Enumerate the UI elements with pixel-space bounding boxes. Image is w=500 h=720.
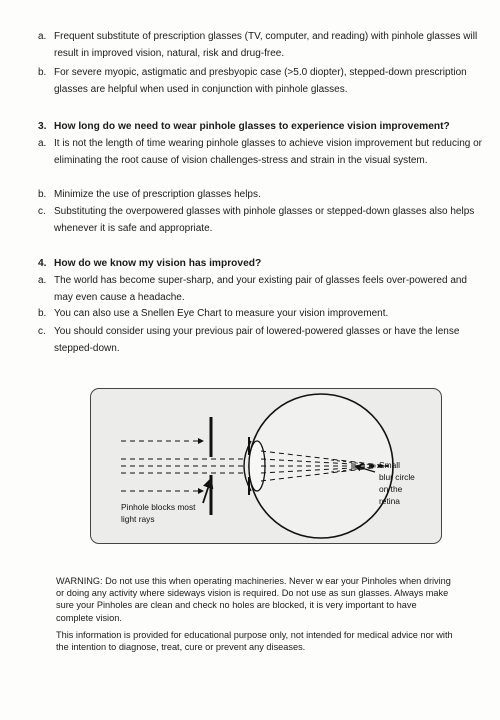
list-item: [38, 323, 488, 357]
list-item: [38, 28, 488, 62]
list-marker: c.: [38, 206, 46, 217]
list-text: You should consider using your previous pair of lowered-powered glasses or have the lense stepped-down.: [54, 326, 460, 354]
pinhole-label: [121, 501, 195, 525]
list-text: Minimize the use of prescription glasses helps.: [54, 189, 261, 200]
list-text: You can also use a Snellen Eye Chart to measure your vision improvement.: [54, 308, 389, 319]
pinhole-eye-diagram: [90, 388, 442, 544]
blur-circle-label: [379, 459, 415, 507]
question-heading: [38, 257, 488, 271]
list-item: [38, 186, 488, 203]
list-marker: b.: [38, 308, 47, 319]
list-item: [38, 64, 488, 98]
list-text: For severe myopic, astigmatic and presbyopic case (>5.0 diopter), stepped-down prescription glasses are helpful when used in conjunction with pinhole glasses.: [54, 67, 467, 95]
disclaimer-paragraph: This information is provided for educational purpose only, not intended for medical advice nor with the intention to diagnose, treat, cure or prevent any diseases.: [56, 630, 453, 653]
list-item: [38, 203, 488, 237]
list-text: Frequent substitute of prescription glasses (TV, computer, and reading) with pinhole glasses will result in improved vision, natural, risk and drug-free.: [54, 31, 478, 59]
list-item: [38, 272, 488, 306]
list-item: [38, 305, 488, 322]
question-heading: [38, 120, 488, 134]
blur-label-line: retina: [379, 496, 400, 506]
question-number: 4.: [38, 258, 47, 269]
list-item: [38, 135, 488, 169]
question-number: 3.: [38, 121, 47, 132]
blur-label-line: blur circle: [379, 472, 415, 482]
list-marker: a.: [38, 138, 47, 149]
list-text: The world has become super-sharp, and your existing pair of glasses feels over-powered and may even cause a headache.: [54, 275, 467, 303]
warning-paragraph: WARNING: Do not use this when operating machineries. Never w ear your Pinholes when driving or doing any activity where sideways vision is required. Do not use as sun glasses. Always make sure your Pinholes are clean and check no holes are blocked, it is very important to have complete vision.: [56, 576, 451, 623]
pinhole-label-line: Pinhole blocks most: [121, 502, 196, 512]
list-text: It is not the length of time wearing pinhole glasses to achieve vision improvement but reducing or eliminating the root cause of vision challenges-stress and strain in the visual system.: [54, 138, 483, 166]
question-title: How long do we need to wear pinhole glasses to experience vision improvement?: [54, 121, 450, 132]
list-marker: c.: [38, 326, 46, 337]
pinhole-label-line: light rays: [121, 514, 155, 524]
question-title: How do we know my vision has improved?: [54, 258, 262, 269]
blur-label-line: on the: [379, 484, 403, 494]
blur-label-line: Small: [379, 460, 400, 470]
list-marker: b.: [38, 67, 47, 78]
list-marker: a.: [38, 275, 47, 286]
list-marker: b.: [38, 189, 47, 200]
list-text: Substituting the overpowered glasses with pinhole glasses or stepped-down glasses also helps whenever it is safe and appropriate.: [54, 206, 475, 234]
list-marker: a.: [38, 31, 47, 42]
